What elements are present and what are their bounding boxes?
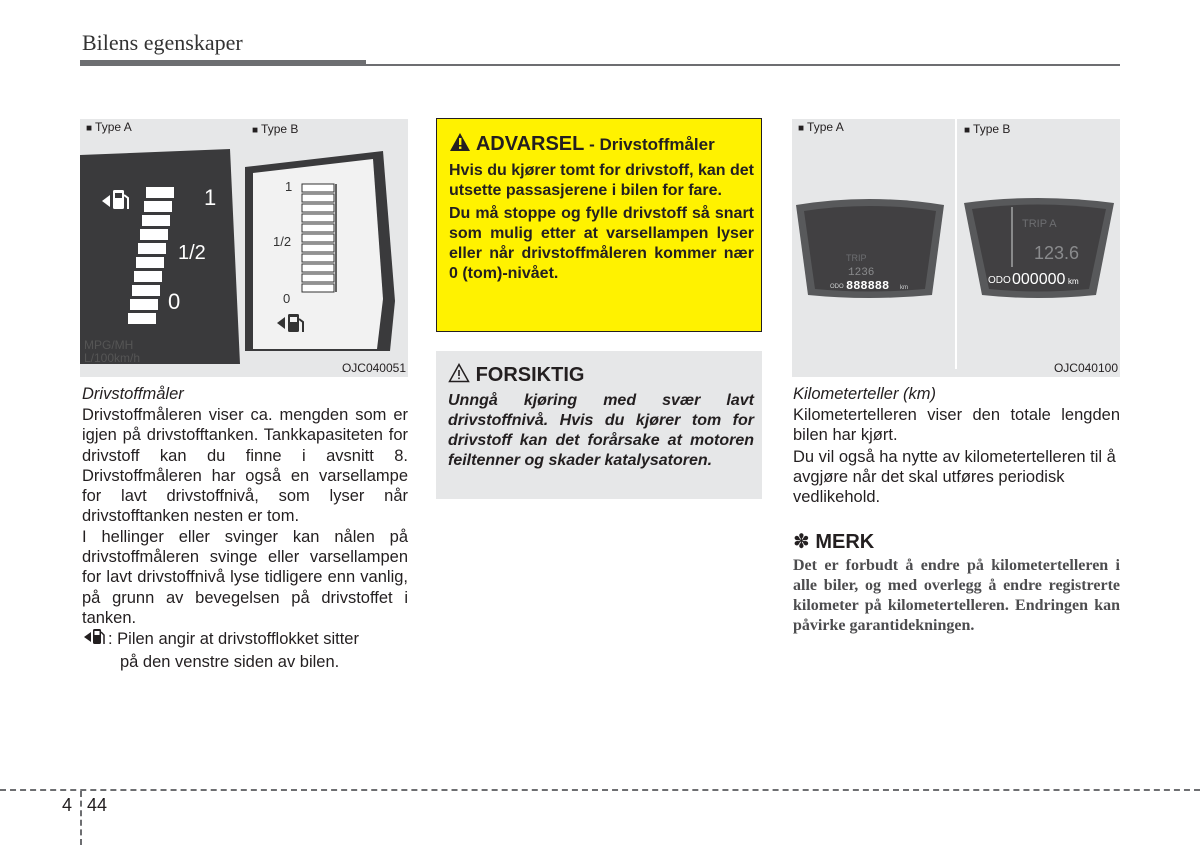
gauge-a-half: 1/2 (178, 242, 206, 264)
odo-b-odo-label: ODO (988, 275, 1011, 286)
note-star-icon: ✽ (793, 531, 810, 554)
page-number: 44 (87, 795, 108, 815)
fuel-level-bars-b (302, 184, 334, 292)
column-1 (82, 385, 408, 672)
gauge-b-full: 1 (285, 179, 293, 194)
gauge-a-bg-text-2: L/100km/h (84, 351, 141, 365)
odo-b-unit: km (1068, 277, 1079, 286)
warning-text-2: Du må stoppe og fylle drivstoff så snart som mulig etter at varsellampen lyser eller når drivstoffmåleren kommer nær 0 (tom)-nivået. (449, 205, 754, 282)
figure-code: OJC040051 (341, 361, 406, 375)
note-title: ✽ MERK (793, 531, 875, 554)
odo-a-odo-label: ODO (830, 284, 844, 290)
footer-dashed-divider (80, 791, 82, 845)
odo-a-odo-value: 888888 (846, 279, 890, 293)
odometer-display-type-b (962, 197, 1117, 302)
paragraph-odo-2: Du vil også ha nytte av kilometertelleren til å avgjøre når det skal utføres periodisk vedlikehold. (793, 447, 1116, 507)
paragraph-fuel-1: Drivstoffmåleren viser ca. mengden som er igjen på drivstofftanken. Tankkapasiteten for drivstoff kan du finne i avsnitt 8. Drivstoffmåleren har også en varsellampe for lavt drivstoffnivå, som lyser når drivstofftanken nesten er tom. (82, 406, 408, 526)
column-3 (793, 385, 1120, 636)
subhead-odometer: Kilometerteller (km) (793, 385, 937, 403)
figure-label-type-b: ■ Type B (252, 122, 299, 136)
caution-triangle-icon (448, 363, 470, 389)
note-text: Det er forbudt å endre på kilometertelleren i alle biler, og med overlegg å endre registrerte kilometer på kilometertelleren. Endringen kan påvirke garantidekningen. (793, 557, 1120, 635)
gauge-b-empty: 0 (283, 291, 291, 306)
gauge-b-half: 1/2 (273, 234, 292, 249)
paragraph-odo-1: Kilometertelleren viser den totale lengden bilen har kjørt. (793, 406, 1120, 445)
subhead-fuel-gauge: Drivstoffmåler (82, 385, 184, 403)
odo-a-unit: km (900, 285, 908, 291)
odometer-figure (792, 119, 1120, 377)
fuel-gauge-type-a (80, 149, 240, 369)
chapter-number: 4 (62, 795, 73, 815)
warning-triangle-icon (449, 132, 471, 158)
header-rule-thin (366, 64, 1120, 66)
fuel-gauge-figure (80, 119, 408, 377)
caution-title: FORSIKTIG (448, 363, 754, 389)
warning-title: ADVARSEL - Drivstoffmåler (449, 132, 754, 158)
fuel-gauge-type-b (245, 151, 400, 351)
paragraph-fuel-3: : Pilen angir at drivstofflokket sitter på den venstre siden av bilen. (82, 628, 408, 672)
warning-box (436, 118, 762, 332)
header-rule-thick (80, 60, 366, 66)
caution-box (436, 351, 762, 499)
odo-label-type-b: ■ Type B (964, 122, 1011, 136)
caution-text: Unngå kjøring med svær lavt drivstoffnivå. Hvis du kjører tom for drivstoff kan det forårsake at motoren feiltenner og skader katalysatoren. (448, 392, 754, 469)
odo-a-trip-label: TRIP (846, 253, 867, 263)
odo-b-trip-label: TRIP A (1022, 218, 1057, 230)
fuel-door-arrow-icon (82, 628, 108, 651)
odo-label-type-a: ■ Type A (798, 120, 844, 134)
warning-text-1: Hvis du kjører tomt for drivstoff, kan det utsette passasjerene i bilen for fare. (449, 162, 754, 199)
paragraph-fuel-2: I hellinger eller svinger kan nålen på drivstoffmåleren svinge eller varsellampen for lavt drivstoffnivå lyse tidligere enn vanlig, på grunn av bevegelsen på drivstoffet i tanken. (82, 527, 408, 627)
figure-label-type-a: ■ Type A (86, 120, 132, 134)
gauge-a-empty: 0 (168, 289, 181, 314)
section-title: Bilens egenskaper (82, 30, 243, 55)
odo-b-trip-value: 123.6 (1034, 243, 1080, 263)
odometer-display-type-a (794, 197, 949, 302)
odo-figure-code: OJC040100 (1053, 361, 1118, 375)
odo-a-trip-value: 1236 (848, 267, 875, 279)
footer-dashed-line (0, 789, 1200, 791)
odo-b-odo-value: 000000 (1012, 271, 1066, 288)
gauge-a-full: 1 (204, 185, 217, 210)
gauge-a-bg-text-1: MPG/MH (84, 338, 134, 352)
